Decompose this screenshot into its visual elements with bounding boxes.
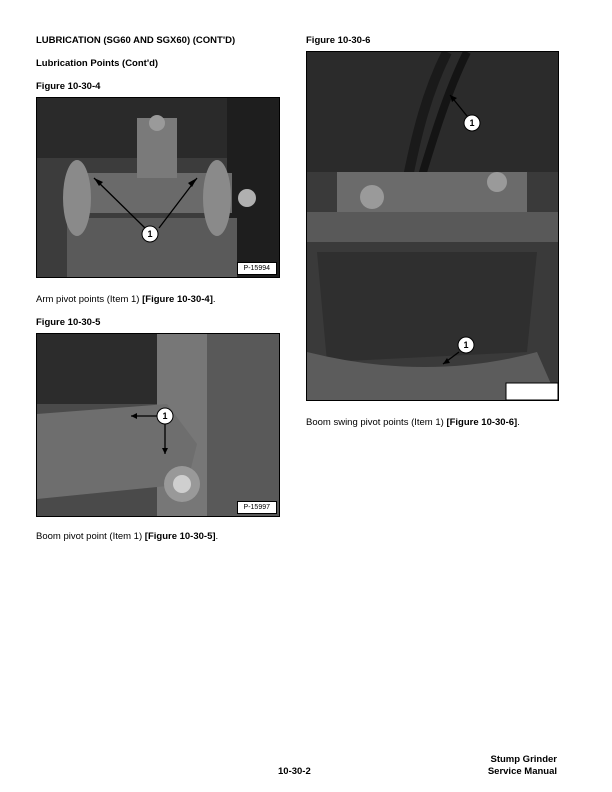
photo-boom-swing-pivot: [306, 51, 559, 401]
figure-reference: [Figure 10-30-6]: [446, 417, 518, 428]
photo-arm-pivot: [36, 97, 280, 278]
callout-number: 1: [147, 229, 153, 239]
manual-title-line1: Stump Grinder: [490, 754, 557, 765]
page-number: 10-30-2: [278, 766, 311, 777]
photo-number: P-15997: [237, 501, 277, 514]
paragraph-boom-pivot: Boom pivot point (Item 1) [Figure 10-30-5].: [36, 531, 219, 542]
callout-number: 1: [463, 340, 469, 350]
callout-number: 1: [469, 118, 475, 128]
paragraph-arm-pivot: Arm pivot points (Item 1) [Figure 10-30-4].: [36, 294, 216, 305]
callout-number: 1: [162, 411, 168, 421]
figure-caption-6: Figure 10-30-6: [306, 35, 371, 46]
figure-reference: [Figure 10-30-4]: [142, 294, 213, 305]
photo-boom-pivot: [36, 333, 280, 517]
subsection-title: Lubrication Points (Cont'd): [36, 58, 159, 69]
manual-title-line2: Service Manual: [487, 766, 557, 777]
section-title: LUBRICATION (SG60 AND SGX60) (CONT'D): [36, 35, 236, 46]
paragraph-boom-swing-pivot: Boom swing pivot points (Item 1) [Figure 10-30-6].: [306, 417, 520, 428]
figure-reference: [Figure 10-30-5]: [144, 531, 216, 542]
figure-caption-5: Figure 10-30-5: [36, 317, 101, 328]
figure-caption-4: Figure 10-30-4: [36, 81, 101, 92]
photo-number: P-15994: [237, 262, 277, 275]
manual-title: [488, 754, 557, 778]
